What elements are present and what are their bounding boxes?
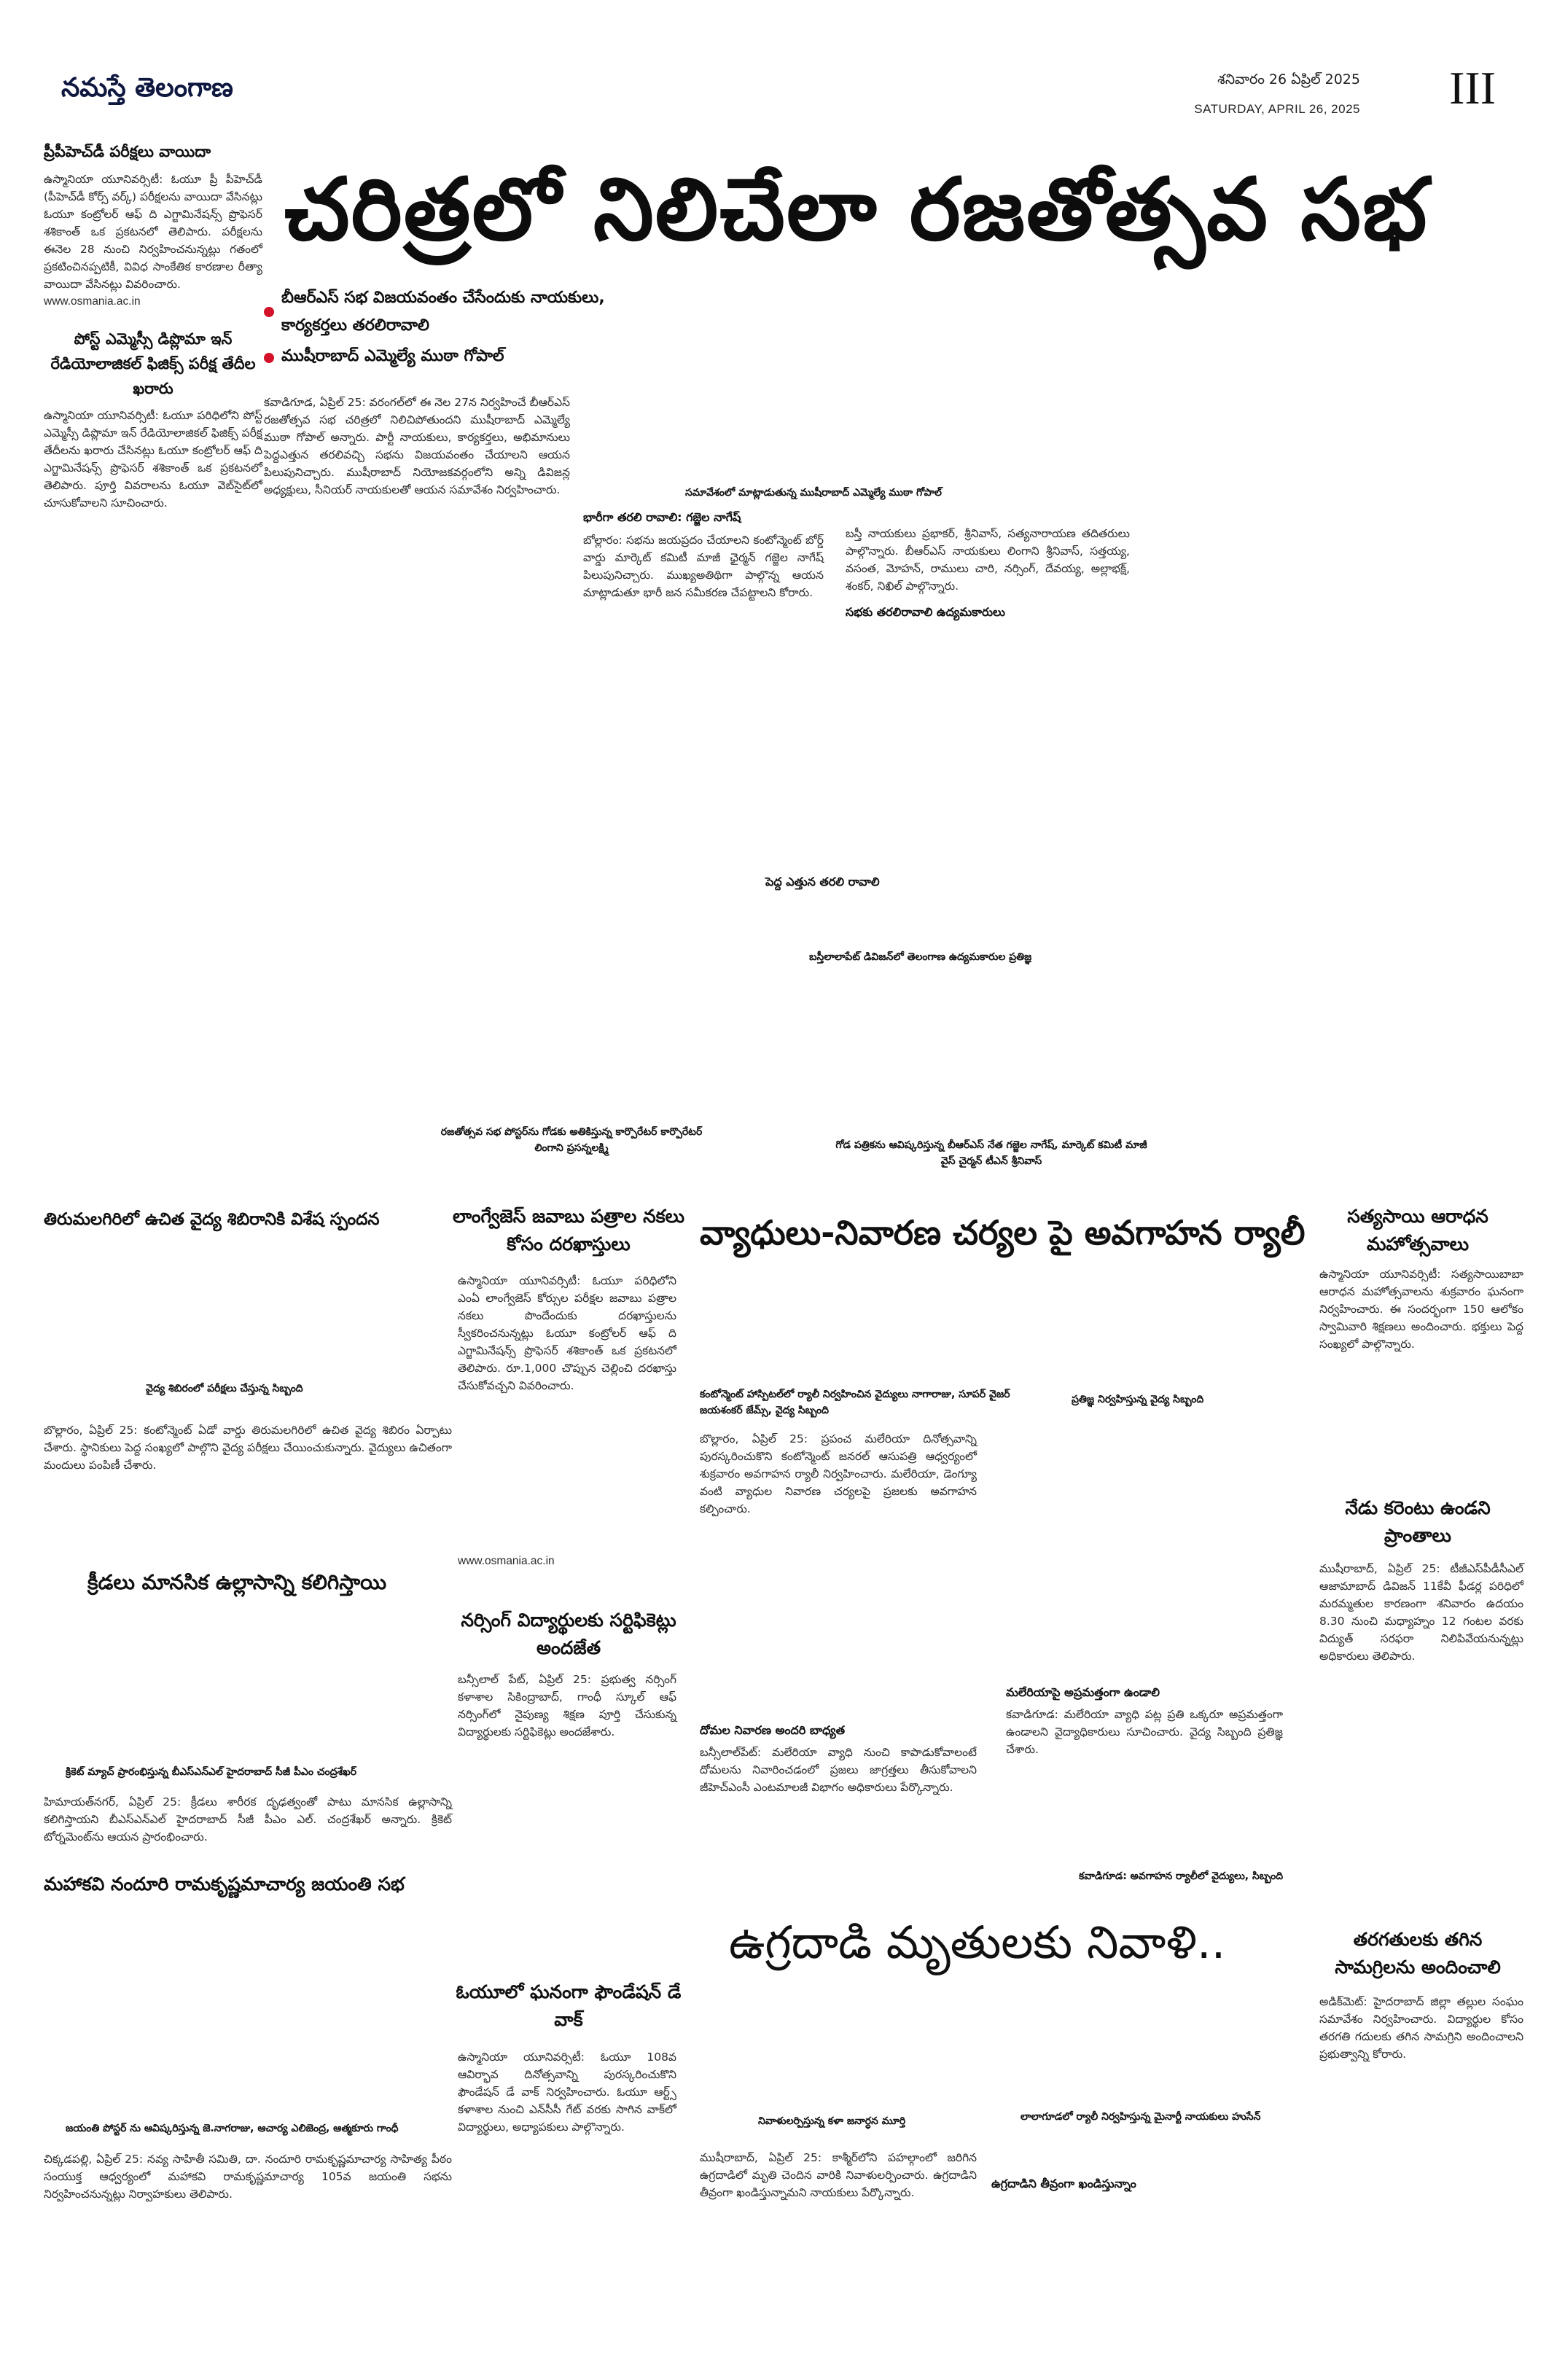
lead-bullet-1: బీఆర్ఎస్ సభ విజయవంతం చేసేందుకు నాయకులు, కార్యకర్తలు తరలిరావాలి	[264, 284, 657, 340]
pre-phd-body: ఉస్మానియా యూనివర్సిటీ: ఓయూ ప్రీ పీహెచ్‌డీ (పీహెచ్‌డీ కోర్స్ వర్క్) పరీక్షలను వాయిదా వేసినట్లు ఓయూ కంట్రోలర్ ఆఫ్ ది ఎగ్జామినేషన్స్ ప్రొఫెసర్ శశికాంత్ ఒక ప్రకటనలో తెలిపారు. పరీక్షలను ఈనెల 28 నుంచి నిర్వహించనున్నట్లు గతంలో ప్రకటించినప్పటికీ, వివిధ సాంకేతిక కారణాల రీత్యా వాయిదా వేసినట్లు వివరించారు.	[44, 173, 262, 291]
medical-camp-body: బొల్లారం, ఏప్రిల్ 25: కంటోన్మెంట్ ఏడో వార్డు తిరుమలగిరిలో ఉచిత వైద్య శిబిరం ఏర్పాటు చేశారు. స్థానికులు పెద్ద సంఖ్యలో పాల్గొని వైద్య పరీక్షలు చేయించుకున్నారు. వైద్యులు ఉచితంగా మందులు పంపిణీ చేశారు.	[44, 1424, 452, 1472]
classroom-body: అడిక్‌మెట్: హైదరాబాద్ జిల్లా తల్లుల సంఘం సమావేశం నిర్వహించారు. విద్యార్థుల కోసం తరగతి గదులకు తగిన సామగ్రిని అందించాలని ప్రభుత్వాన్ని కోరారు.	[1319, 1995, 1523, 2061]
rally-body-3: బన్సీలాల్‌పేట్: మలేరియా వ్యాధి నుంచి కాపాడుకోవాలంటే దోమలను నివారించడంలో ప్రజలు జాగ్రత్తలు తీసుకోవాలని జీహెచ్ఎంసీ ఎంటమాలజీ విభాగం అధికారులు పేర్కొన్నారు.	[700, 1746, 977, 1794]
poster-caption-2: గోడ పత్రికను ఆవిష్కరిస్తున్న బీఆర్ఎస్ నేత గజ్జెల నాగేష్, మార్కెట్ కమిటీ మాజీ వైస్ చైర్మన్ టీఎన్ శ్రీనివాస్	[835, 1139, 1147, 1167]
jayanti-caption: జయంతి పోస్టర్ ను ఆవిష్కరిస్తున్న జె.నాగరాజు, ఆచార్య ఎలిజెంద్ర, ఆత్మకూరు గాంధీ	[66, 2123, 399, 2134]
tribute-body: ముషీరాబాద్, ఏప్రిల్ 25: కాశ్మీర్‌లోని పహల్గాంలో జరిగిన ఉగ్రదాడిలో మృతి చెందిన వారికి నివాళులర్పించారు. ఉగ్రదాడిని తీవ్రంగా ఖండిస్తున్నామని నాయకులు పేర్కొన్నారు.	[700, 2151, 977, 2199]
rally-caption-left: కంటోన్మెంట్ హాస్పిటల్‌లో ర్యాలీ నిర్వహించిన వైద్యులు నాగారాజు, సూపర్ వైజర్ జయశంకర్ జేమ్స్, వైద్య సిబ్బంది	[700, 1389, 1010, 1416]
date-english: SATURDAY, APRIL 26, 2025	[1194, 102, 1360, 116]
red-bullet-icon	[264, 353, 274, 363]
awareness-rally-headline: వ్యాధులు-నివారణ చర్యల పై అవగాహన ర్యాలీ	[700, 1213, 1306, 1252]
lead-photo-1-caption: సమావేశంలో మాట్లాడుతున్న ముషీరాబాద్ ఎమ్మెల్యే ముఠా గోపాల్	[685, 487, 942, 499]
foundation-day-headline: ఓయూలో ఘనంగా ఫౌండేషన్ డే వాక్	[456, 1981, 682, 2030]
lead-subsection-3: పెద్ద ఎత్తున తరలి రావాలి	[765, 875, 880, 889]
lead-headline: చరిత్రలో నిలిచేలా రజతోత్సవ సభ	[284, 159, 1429, 260]
sathya-sai-body: ఉస్మానియా యూనివర్సిటీ: సత్యసాయిబాబా ఆరాధన మహోత్సవాలను శుక్రవారం ఘనంగా నిర్వహించారు. ఈ సందర్భంగా 150 ఆలోకం స్వామివారి శిక్షణలు అందించారు. భక్తులు పెద్ద సంఖ్యలో పాల్గొన్నారు.	[1319, 1268, 1523, 1351]
rally-caption-right: ప్రతిజ్ఞ నిర్వహిస్తున్న వైద్య సిబ్బంది	[1072, 1394, 1204, 1405]
osmania-url[interactable]: www.osmania.ac.in	[44, 295, 141, 308]
sports-caption: క్రికెట్ మ్యాచ్ ప్రారంభిస్తున్న బీఎస్ఎన్ఎల్ హైదరాబాద్ సీజీ పీఎం చంద్రశేఖర్	[66, 1766, 357, 1778]
radiology-exam-headline: పోస్ట్ ఎమ్మెస్సీ డిప్లొమా ఇన్ రేడియోలాజికల్ ఫిజిక్స్ పరీక్ష తేదీల ఖరారు	[50, 330, 256, 397]
date-telugu: శనివారం 26 ఏప్రిల్ 2025	[1217, 71, 1360, 87]
answer-sheets-body: ఉస్మానియా యూనివర్సిటీ: ఓయూ పరిధిలోని ఎంఏ లాంగ్వేజెస్ కోర్సుల పరీక్షల జవాబు పత్రాల నకలు పొందేందుకు దరఖాస్తులను స్వీకరించనున్నట్లు ఓయూ కంట్రోలర్ ఆఫ్ ది ఎగ్జామినేషన్స్ ప్రొఫెసర్ శశికాంత్ ఒక ప్రకటనలో తెలిపారు. రూ.1,000 చొప్పున చెల్లించి దరఖాస్తు చేసుకోవచ్చని వివరించారు.	[458, 1274, 676, 1392]
lead-photo-1	[678, 283, 1516, 480]
divider-rule	[44, 1204, 452, 1206]
medical-camp-caption: వైద్య శిబిరంలో పరీక్షలు చేస్తున్న సిబ్బంది	[146, 1383, 303, 1394]
power-cut-headline: నేడు కరెంటు ఉండని ప్రాంతాలు	[1345, 1497, 1491, 1546]
nursing-headline: నర్సింగ్ విద్యార్థులకు సర్టిఫికెట్లు అందజేత	[461, 1610, 676, 1658]
sports-headline: క్రీడలు మానసిక ఉల్లాసాన్ని కలిగిస్తాయి	[87, 1570, 387, 1594]
foundation-day-body: ఉస్మానియా యూనివర్సిటీ: ఓయూ 108వ ఆవిర్భావ దినోత్సవాన్ని పురస్కరించుకొని ఫౌండేషన్ డే వాక్ నిర్వహించారు. ఓయూ ఆర్ట్స్ కళాశాల నుంచి ఎన్‌సీసీ గేట్ వరకు సాగిన వాక్‌లో విద్యార్థులు, అధ్యాపకులు పాల్గొన్నారు.	[458, 2051, 676, 2134]
power-cut-body: ముషీరాబాద్, ఏప్రిల్ 25: టీజీఎస్‌పీడీసీఎల్ ఆజామాబాద్ డివిజన్ 11కేవీ ఫీడర్ల పరిధిలో మరమ్మతుల కారణంగా శనివారం ఉదయం 8.30 నుంచి మధ్యాహ్నం 12 గంటల వరకు విద్యుత్ సరఫరా నిలిపివేయనున్నట్లు అధికారులు తెలిపారు.	[1319, 1562, 1523, 1663]
tribute-caption: నివాళులర్పిస్తున్న కళా జనార్ధన మూర్తి	[758, 2115, 906, 2127]
rally-subhead-2: దోమల నివారణ అందరి బాధ్యత	[700, 1723, 846, 1737]
rally-body-1: బొల్లారం, ఏప్రిల్ 25: ప్రపంచ మలేరియా దినోత్సవాన్ని పురస్కరించుకొని కంటోన్మెంట్ జనరల్ ఆసుపత్రి ఆధ్వర్యంలో శుక్రవారం అవగాహన ర్యాలీ నిర్వహించారు. మలేరియా, డెంగ్యూ వంటి వ్యాధుల నివారణ చర్యలపై ప్రజలకు అవగాహన కల్పించారు.	[700, 1432, 977, 1515]
terror-attack-headline: ఉగ్రదాడి మృతులకు నివాళి..	[729, 1916, 1226, 1969]
poster-caption-1: రజతోత్సవ సభ పోస్టర్‌ను గోడకు అతికిస్తున్న కార్పొరేటర్ కార్పొరేటర్ లింగాని ప్రసన్నలక్ష్మి	[440, 1126, 703, 1154]
paper-name: నమస్తే తెలంగాణ	[61, 73, 233, 103]
lead-photo-2-caption: బస్తీలాలాపేట్ డివిజన్‌లో తెలంగాణ ఉద్యమకారుల ప్రతిజ్ఞ	[809, 951, 1032, 963]
sathya-sai-headline: సత్యసాయి ఆరాధన మహోత్సవాలు	[1347, 1206, 1488, 1255]
rally-body-2: కవాడిగూడ: మలేరియా వ్యాధి పట్ల ప్రతి ఒక్కరూ అప్రమత్తంగా ఉండాలని వైద్యాధికారులు సూచించారు. వైద్య సిబ్బంది ప్రతిజ్ఞ చేశారు.	[1006, 1708, 1283, 1756]
jayanti-body: చిక్కడపల్లి, ఏప్రిల్ 25: నవ్య సాహితీ సమితి, దా. నందూరి రామకృష్ణమాచార్య సాహిత్య పీఠం సంయుక్త ఆధ్వర్యంలో మహాకవి రామకృష్ణమాచార్య 105వ జయంతి సభను నిర్వహించనున్నట్లు నిర్వాహకులు తెలిపారు.	[44, 2153, 452, 2201]
page-number: III	[1449, 62, 1496, 114]
jayanti-headline: మహాకవి నందూరి రామకృష్ణమాచార్య జయంతి సభ	[44, 1873, 405, 1895]
nursing-body: బన్సీలాల్ పేట్, ఏప్రిల్ 25: ప్రభుత్వ నర్సింగ్ కళాశాల సికింద్రాబాద్, గాంధీ స్కూల్ ఆఫ్ నర్సింగ్‌లో నైపుణ్య శిక్షణ పూర్తి చేసుకున్న విద్యార్థులకు సర్టిఫికెట్లు అందజేశారు.	[458, 1673, 676, 1739]
lead-bullets	[264, 284, 657, 369]
answer-sheets-url[interactable]: www.osmania.ac.in	[458, 1555, 555, 1567]
lead-subsection-1: భారీగా తరలి రావాలి: గజ్జెల నాగేష్ బోల్లారం: సభను జయప్రదం చేయాలని కంటోన్మెంట్ బోర్డ్ వార్డు మార్కెట్ కమిటీ మాజీ ఛైర్మన్ గజ్జెల నాగేష్ పిలుపునిచ్చారు. ముఖ్యఅతిథిగా పాల్గొన్న ఆయన మాట్లాడుతూ భారీ జన సమీకరణ చేపట్టాలని కోరారు.	[583, 510, 824, 599]
pre-phd-headline: ప్రీపీహెచ్‌డీ పరీక్షలు వాయిదా	[44, 143, 211, 160]
lead-subsection-2: బస్తీ నాయకులు ప్రభాకర్, శ్రీనివాస్, సత్యనారాయణ తదితరులు పాల్గొన్నారు. బీఆర్ఎస్ నాయకులు లింగాని శ్రీనివాస్, సత్తయ్య, వసంత, మోహన్, రాములు చారి, నర్సింగ్, దేవయ్య, అల్లాభక్ష్, శంకర్, నిఖిల్ పాల్గొన్నారు. సభకు తరలిరావాలి ఉద్యమకారులు	[846, 527, 1130, 619]
radiology-exam-body: ఉస్మానియా యూనివర్సిటీ: ఓయూ పరిధిలోని పోస్ట్ ఎమ్మెస్సీ డిప్లొమా ఇన్ రేడియోలాజికల్ ఫిజిక్స్ పరీక్ష తేదీలను ఖరారు చేసినట్లు ఓయూ కంట్రోలర్ ఆఫ్ ది ఎగ్జామినేషన్స్ ప్రొఫెసర్ శశికాంత్ ఒక ప్రకటనలో తెలిపారు. పూర్తి వివరాలను ఓయూ వెబ్‌సైట్‌లో చూసుకోవాలని సూచించారు.	[44, 409, 262, 510]
rally-photo-caption: కవాడిగూడ: అవగాహన ర్యాలీలో వైద్యులు, సిబ్బంది	[1079, 1870, 1284, 1882]
minority-rally-caption: లాలాగూడలో ర్యాలీ నిర్వహిస్తున్న మైనార్టీ నాయకులు హుసేన్	[1021, 2111, 1261, 2123]
classroom-headline: తరగతులకు తగిన సామగ్రిలను అందించాలి	[1335, 1929, 1501, 1978]
medical-camp-headline: తిరుమలగిరిలో ఉచిత వైద్య శిబిరానికి విశేష స్పందన	[44, 1210, 380, 1229]
left-column-top	[44, 143, 262, 512]
rally-subhead-1: మలేరియాపై అప్రమత్తంగా ఉండాలి	[1006, 1685, 1160, 1699]
condemn-subhead: ఉగ్రదాడిని తీవ్రంగా ఖండిస్తున్నాం	[991, 2177, 1136, 2190]
red-bullet-icon	[264, 307, 274, 317]
answer-sheets-headline: లాంగ్వేజెస్ జవాబు పత్రాల నకలు కోసం దరఖాస్తులు	[452, 1206, 685, 1255]
lead-body: కవాడిగూడ, ఏప్రిల్ 25: వరంగల్‌లో ఈ నెల 27న నిర్వహించే బీఆర్ఎస్ రజతోత్సవ సభ చరిత్రలో నిలిచిపోతుందని ముషీరాబాద్ ఎమ్మెల్యే ముఠా గోపాల్ అన్నారు. పార్టీ నాయకులు, కార్యకర్తలు, అభిమానులు పెద్దఎత్తున తరలివచ్చి సభను విజయవంతం చేయాలని ఆయన పిలుపునిచ్చారు. ముషీరాబాద్ నియోజకవర్గంలోని అన్ని డివిజన్ల అధ్యక్షులు, సీనియర్ నాయకులతో ఆయన సమావేశం నిర్వహించారు.	[264, 396, 570, 496]
lead-bullet-2: ముషీరాబాద్ ఎమ్మెల్యే ముఠా గోపాల్	[264, 347, 657, 369]
sports-body: హిమాయత్‌నగర్, ఏప్రిల్ 25: క్రీడలు శారీరక దృఢత్వంతో పాటు మానసిక ఉల్లాసాన్ని కలిగిస్తాయని బీఎస్ఎన్ఎల్ హైదరాబాద్ సీజీ పీఎం ఎల్. చంద్రశేఖర్ అన్నారు. క్రికెట్ టోర్నమెంట్‌ను ఆయన ప్రారంభించారు.	[44, 1795, 452, 1843]
